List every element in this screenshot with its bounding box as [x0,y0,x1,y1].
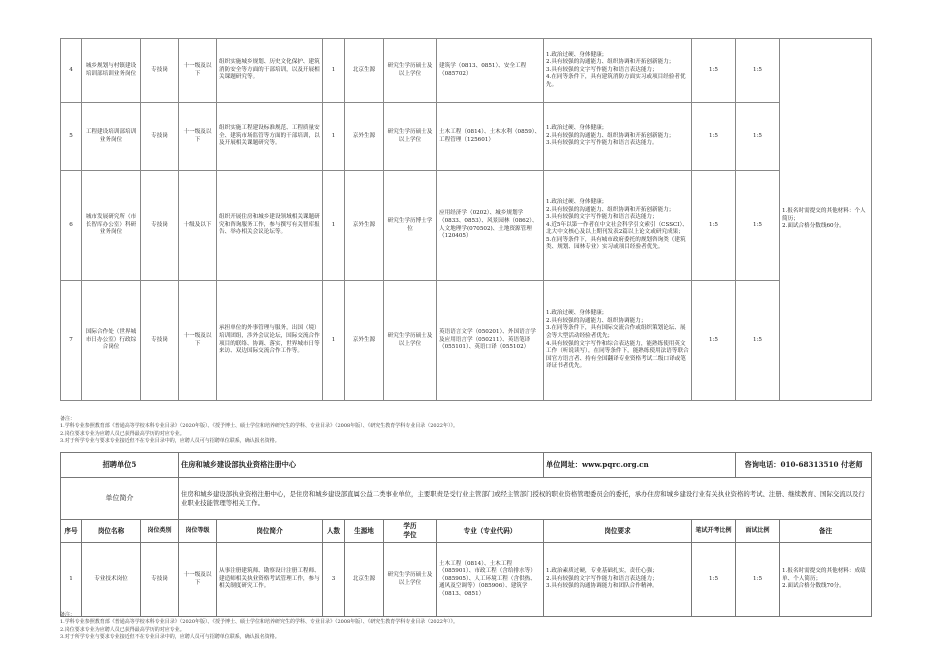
unit-label: 招聘单位5 [61,453,179,478]
note-line: 备注： [60,612,76,618]
note-line: 备注： [60,416,76,422]
cell-position-name: 国际合作处（世界城市日办公室）行政综合岗位 [82,281,141,401]
cell-remarks: 1.报名时需提交的其他材料：成绩单、个人简历； 2.面试合格分数线70分。 [780,543,872,617]
cell-level: 十一级及以下 [179,39,217,103]
note-line: 1.学科专业参照教育部《普通高等学校本科专业目录》（2020年版）、《授予博士、硕士学位和培养研究生的学科、专业目录》（2008年版）、《研究生教育学科专业目录（2022年）》。 [60,619,458,626]
cell-interview-ratio: 1:5 [736,543,780,617]
note-line: 2.岗位要求专业为应聘人员已获得最高学历的对应专业。 [60,430,185,437]
cell-remarks: 1.报名时需提交的其他材料：个人简历； 2.面试合格分数线60分。 [780,39,872,401]
cell-level: 十一级及以下 [179,281,217,401]
cell-requirements: 1.政治过硬、身体健康； 2.具有较强的沟通能力、组织协调和开拓创新能力； 3.具有较强的文字写作能力和语言表达能力。 [544,103,692,171]
cell-level: 十一级及以下 [179,543,217,617]
cell-degree: 研究生学历硕士及以上学位 [384,103,437,171]
col-header-interview-ratio: 面试比例 [736,520,780,543]
col-header-remarks: 备注 [780,520,872,543]
cell-major: 建筑学（0813、0851）、安全工程（085702） [437,39,544,103]
cell-requirements: 1.政治过硬、身体健康； 2.具有较强的沟通能力、组织协调能力； 3.在同等条件下，具有国际交流合作或组织策划论坛、展会等大型活动经验者优先； 4.具有较强的文字写作和综合表达能力，能熟练使用英文工作（听说读写），在同等条件下，能熟练使用法语等联合国官方语言者、持有全国翻译专业资格考试二级口译或笔译证书者优先。 [544,281,692,401]
cell-written-ratio: 1:5 [692,103,736,171]
col-header-requirements: 岗位要求 [544,520,692,543]
cell-intro: 从事注册建筑师、勘察设计注册工程师、建造师相关执业资格考试管理工作，参与相关制度研究工作。 [217,543,323,617]
col-header-count: 人数 [323,520,345,543]
cell-category: 专技岗 [141,103,179,171]
table-row [61,281,872,401]
cell-source: 京外生源 [345,103,384,171]
cell-count: 3 [323,543,345,617]
cell-count: 1 [323,171,345,281]
note-line: 3.对于所学专业与要求专业接近但不在专业目录中的，应聘人员可与招聘单位联系，确认报名资格。 [60,437,280,444]
cell-count: 1 [323,103,345,171]
cell-no: 1 [61,543,82,617]
unit-intro-text: 住房和城乡建设部执业资格注册中心，是住房和城乡建设部直属公益二类事业单位，主要职责是受行业主管部门或经主管部门授权的职业资格管理委员会的委托，承办住房和城乡建设行业有关执业资格的考试、注册、继续教育、国际交流以及行业职业技能管理等相关工作。 [179,478,872,520]
cell-level: 十一级及以下 [179,103,217,171]
col-header-written-ratio: 笔试开考比例 [692,520,736,543]
unit-intro-label: 单位简介 [61,478,179,520]
cell-source: 北京生源 [345,543,384,617]
col-header-major: 专业（专业代码） [437,520,544,543]
cell-count: 1 [323,39,345,103]
notes-block [60,416,458,445]
cell-intro: 组织实施城乡规划、历史文化保护、建筑消防安全等方面的干部培训，以及开展相关课题研究等。 [217,39,323,103]
cell-source: 京外生源 [345,281,384,401]
table-row [61,39,872,103]
cell-degree: 研究生学历硕士及以上学位 [384,543,437,617]
table-row [61,543,872,617]
cell-source: 北京生源 [345,39,384,103]
cell-major: 英语语言文学（050201）、外国语言学及应用语言学（050211）、英语笔译（055101）、英语口译（055102） [437,281,544,401]
cell-intro: 组织开展住房和城乡建设领域相关课题研究和咨询服务工作，参与撰写有关智库报告、举办相关会议论坛等。 [217,171,323,281]
col-header-category: 岗位类别 [141,520,179,543]
cell-source: 京外生源 [345,171,384,281]
col-header-level: 岗位等级 [179,520,217,543]
cell-written-ratio: 1:5 [692,543,736,617]
cell-intro: 组织实施工程建设标准规范、工程质量安全、建筑市场监管等方面的干部培训，以及开展相关课题研究等。 [217,103,323,171]
cell-intro: 承担单位的外事管理与服务，出国（境）培训团组，涉外会议论坛，国际交流合作项目的联络、协调、落实，世界城市日等来访、双边国际交流合作工作等。 [217,281,323,401]
cell-written-ratio: 1:5 [692,171,736,281]
note-line: 1.学科专业参照教育部《普通高等学校本科专业目录》（2020年版）、《授予博士、硕士学位和培养研究生的学科、专业目录》（2008年版）、《研究生教育学科专业目录（2022年）》。 [60,423,458,430]
cell-requirements: 1.政治素质过硬，专业基础扎实，责任心强； 2.具有较强的文字写作能力和语言表达能力； 3.具有较强的沟通协调能力和团队合作精神。 [544,543,692,617]
col-header-degree: 学历 学位 [384,520,437,543]
cell-no: 4 [61,39,82,103]
cell-position-name: 城市发展研究所（市长智库办公室）科研业务岗位 [82,171,141,281]
recruitment-table-unit5 [60,452,872,617]
note-line: 3.对于所学专业与要求专业接近但不在专业目录中的，应聘人员可与招聘单位联系，确认报名资格。 [60,633,280,640]
cell-position-name: 专业技术岗位 [82,543,141,617]
recruitment-table-continued [60,38,872,401]
unit-name: 住房和城乡建设部执业资格注册中心 [179,453,544,478]
column-header-row [61,520,872,543]
cell-position-name: 城乡规划与村镇建设培训部培训业务岗位 [82,39,141,103]
cell-major: 土木工程（0814）、土木水利（0859）、工程管理（125601） [437,103,544,171]
cell-category: 专技岗 [141,281,179,401]
cell-major: 土木工程（0814）、土木工程（085901）、市政工程（含给排水等）（085905）、人工环境工程（含供热、通风及空调等）（085906）、建筑学（0813、0851） [437,543,544,617]
cell-interview-ratio: 1:5 [736,103,780,171]
cell-written-ratio: 1:5 [692,281,736,401]
unit-url: 单位网址：www.pqrc.org.cn [544,453,736,478]
cell-major: 应用经济学（0202）、城乡规划学（0833、0853）、风景园林（0862）、人文地理学(070502)、土地资源管理（120405） [437,171,544,281]
col-header-intro: 岗位简介 [217,520,323,543]
table-row [61,103,872,171]
unit-header-row [61,453,872,478]
col-header-no: 序号 [61,520,82,543]
unit-phone: 咨询电话：010-68313510 付老师 [736,453,872,478]
col-header-source: 生源地 [345,520,384,543]
cell-degree: 研究生学历硕士及以上学位 [384,39,437,103]
cell-category: 专技岗 [141,543,179,617]
cell-level: 十级及以下 [179,171,217,281]
cell-interview-ratio: 1:5 [736,171,780,281]
note-line: 2.岗位要求专业为应聘人员已获得最高学历的对应专业。 [60,626,185,633]
cell-position-name: 工程建设培训部培训业务岗位 [82,103,141,171]
cell-degree: 研究生学历博士学位 [384,171,437,281]
cell-written-ratio: 1:5 [692,39,736,103]
col-header-name: 岗位名称 [82,520,141,543]
cell-category: 专技岗 [141,39,179,103]
cell-category: 专技岗 [141,171,179,281]
cell-no: 7 [61,281,82,401]
cell-interview-ratio: 1:5 [736,39,780,103]
cell-count: 1 [323,281,345,401]
cell-requirements: 1.政治过硬、身体健康； 2.具有较强的沟通能力、组织协调和开拓创新能力； 3.具有较强的文字写作能力和语言表达能力； 4.近5年以第一作者在中文社会科学引文索引（CSSCI）、北大中文核心及以上期刊发表2篇以上论文或研究成果； 5.在同等条件下，具有城市政府委托的规划咨询类（建筑类、规划、园林专业）实习或项目经验者优先。 [544,171,692,281]
unit-intro-row [61,478,872,520]
cell-interview-ratio: 1:5 [736,281,780,401]
cell-no: 6 [61,171,82,281]
notes-block-2 [60,612,458,641]
table-row [61,171,872,281]
cell-no: 5 [61,103,82,171]
cell-requirements: 1.政治过硬、身体健康； 2.具有较强的沟通能力、组织协调和开拓创新能力； 3.具有较强的文字写作能力和语言表达能力； 4.在同等条件下，具有建筑消防方面实习或项目经验者优先。 [544,39,692,103]
cell-degree: 研究生学历硕士及以上学位 [384,281,437,401]
